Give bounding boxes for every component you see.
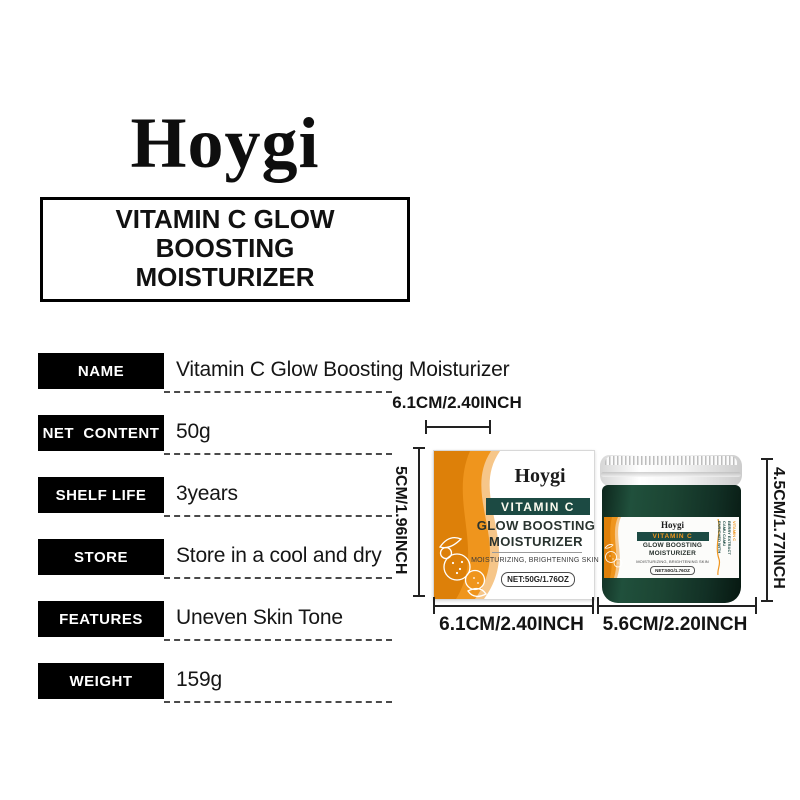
box-title-line2: MOISTURIZER bbox=[489, 534, 583, 549]
jar-title-line2: MOISTURIZER bbox=[649, 549, 696, 557]
dimension-jar-width-bottom: 5.6CM/2.20INCH bbox=[602, 614, 748, 635]
product-title-line1: VITAMIN C GLOW BOOSTING bbox=[115, 204, 335, 263]
dimension-bracket-top bbox=[425, 420, 491, 434]
product-title-box bbox=[40, 197, 410, 302]
box-divider-line bbox=[492, 552, 582, 553]
box-title-line1: GLOW BOOSTING bbox=[476, 518, 596, 533]
jar-orange-swirl bbox=[604, 517, 630, 578]
spec-value-net-content: 50g bbox=[176, 420, 211, 443]
box-vitamin-c-banner: VITAMIN C bbox=[486, 498, 590, 515]
spec-value-name: Vitamin C Glow Boosting Moisturizer bbox=[176, 358, 510, 381]
spec-label-features: FEATURES bbox=[38, 601, 164, 637]
row-divider bbox=[164, 639, 392, 641]
dimension-bracket-bottom-jar bbox=[597, 597, 757, 614]
jar-label bbox=[604, 517, 739, 578]
row-divider bbox=[164, 453, 392, 455]
dimension-bracket-left bbox=[413, 447, 425, 597]
jar-side-text-line: BERRY EXTRACT bbox=[727, 521, 732, 555]
spec-label-weight: WEIGHT bbox=[38, 663, 164, 699]
spec-value-features: Uneven Skin Tone bbox=[176, 606, 343, 629]
jar-vitamin-c-banner: VITAMIN C bbox=[637, 532, 709, 541]
box-tagline: MOISTURIZING, BRIGHTENING SKIN bbox=[471, 557, 599, 564]
row-divider bbox=[164, 701, 392, 703]
brand-logo: Hoygi bbox=[130, 103, 320, 183]
box-net-weight-badge: NET:50G/1.76OZ bbox=[501, 572, 575, 587]
row-divider bbox=[164, 515, 392, 517]
dimension-jar-height-right: 4.5CM/1.77INCH bbox=[770, 467, 787, 589]
spec-label-shelf-life: SHELF LIFE bbox=[38, 477, 164, 513]
jar-label-center bbox=[630, 517, 715, 578]
jar-side-text-line: ENRICHED WITH bbox=[717, 521, 722, 554]
jar-brand-logo: Hoygi bbox=[660, 520, 684, 530]
jar-tagline: MOISTURIZING, BRIGHTENING SKIN bbox=[636, 559, 709, 564]
dimension-box-height-left: 5CM/1.96INCH bbox=[392, 465, 409, 575]
jar-label-side bbox=[715, 517, 739, 578]
box-brand-logo: Hoygi bbox=[514, 465, 566, 487]
spec-value-weight: 159g bbox=[176, 668, 222, 691]
spec-value-store: Store in a cool and dry bbox=[176, 544, 382, 567]
jar-title-line1: GLOW BOOSTING bbox=[642, 542, 703, 549]
spec-value-shelf-life: 3years bbox=[176, 482, 238, 505]
spec-label-name: NAME bbox=[38, 353, 164, 389]
dimension-box-width-bottom: 6.1CM/2.40INCH bbox=[439, 614, 584, 635]
product-title-line2: MOISTURIZER bbox=[135, 262, 315, 292]
row-divider bbox=[164, 577, 392, 579]
jar-side-text-line: VITAMIN C bbox=[732, 521, 737, 542]
jar-net-weight-badge: NET:50G/1.76OZ bbox=[650, 566, 695, 575]
spec-label-store: STORE bbox=[38, 539, 164, 575]
dimension-box-width-top: 6.1CM/2.40INCH bbox=[392, 393, 522, 412]
jar-lid bbox=[600, 455, 742, 486]
dimension-bracket-bottom-box bbox=[433, 597, 594, 614]
row-divider bbox=[164, 391, 392, 393]
jar-side-text-line: CAMU CAMU bbox=[722, 521, 727, 547]
jar-side-text bbox=[717, 521, 737, 574]
product-box-image bbox=[433, 450, 599, 600]
spec-label-net-content: NET CONTENT bbox=[38, 415, 164, 451]
